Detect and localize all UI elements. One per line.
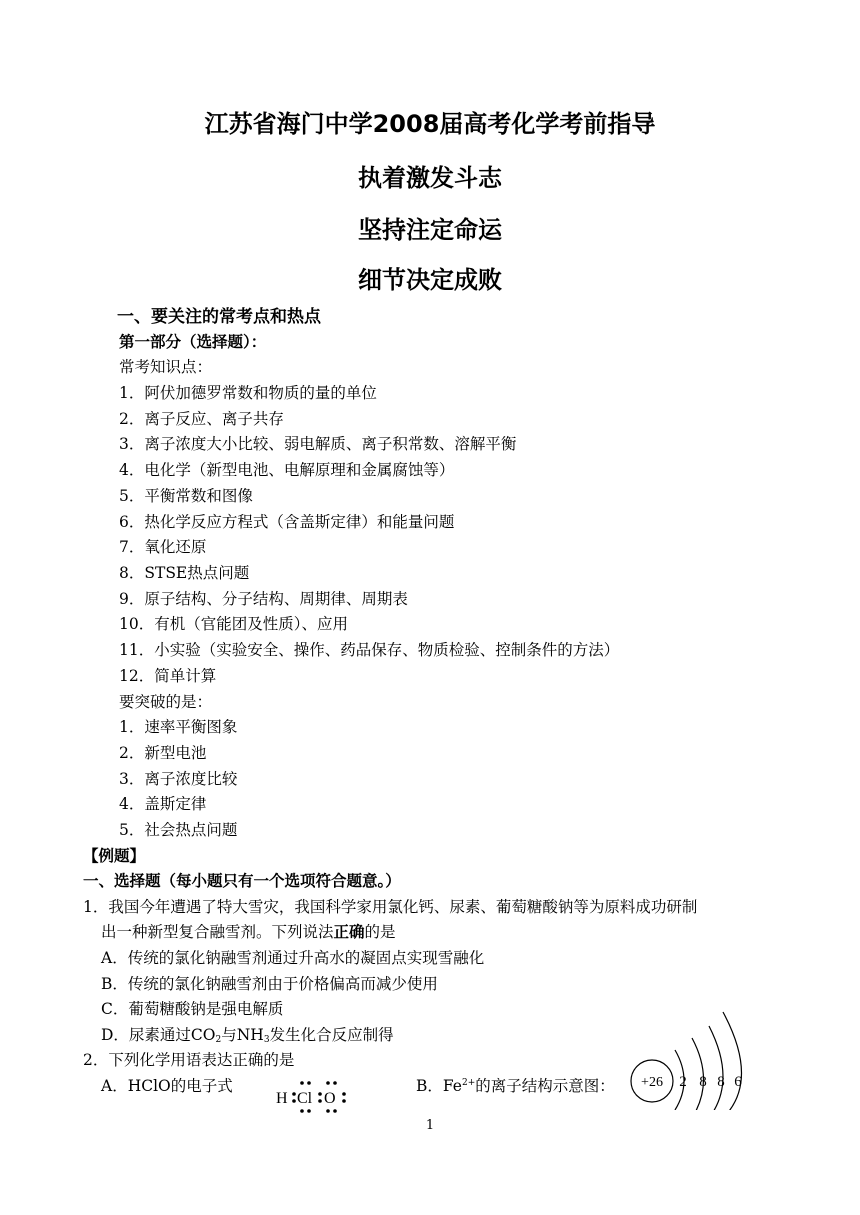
motto-1: 执着激发斗志 <box>358 164 502 192</box>
list-item: 8．STSE热点问题 <box>119 564 250 582</box>
lewis-atom-o: O <box>324 1090 336 1107</box>
option-b-text: B．Fe <box>416 1077 462 1095</box>
question-1-line-2 <box>101 920 396 942</box>
section-heading: 一、要关注的常考点和热点 <box>117 307 321 327</box>
list-item: 9．原子结构、分子结构、周期律、周期表 <box>119 590 408 608</box>
subscript: 3 <box>263 1035 270 1045</box>
examples-heading: 一、选择题（每小题只有一个选项符合题意。） <box>83 872 401 890</box>
option-d-text-2: 与NH <box>221 1026 264 1044</box>
superscript: 2+ <box>461 1078 476 1088</box>
examples-label: 【例题】 <box>83 847 146 865</box>
document-title: 江苏省海门中学2008届高考化学考前指导 <box>204 110 656 138</box>
lewis-atom-cl: Cl <box>297 1090 313 1107</box>
list-item: 6．热化学反应方程式（含盖斯定律）和能量问题 <box>119 513 455 531</box>
question-1-line-1: 1．我国今年遭遇了特大雪灾，我国科学家用氯化钙、尿素、葡萄糖酸钠等为原料成功研制 <box>83 898 698 916</box>
list-item: 4．电化学（新型电池、电解原理和金属腐蚀等） <box>119 461 455 479</box>
list-item: 11．小实验（实验安全、操作、药品保存、物质检验、控制条件的方法） <box>119 641 620 659</box>
motto-3: 细节决定成败 <box>358 266 502 294</box>
question-2-option-a: A．HClO的电子式 <box>101 1077 233 1095</box>
list-item: 5．社会热点问题 <box>119 821 238 839</box>
list-item: 5．平衡常数和图像 <box>119 487 253 505</box>
list-item: 3．离子浓度大小比较、弱电解质、离子积常数、溶解平衡 <box>119 435 517 453</box>
nucleus-charge: +26 <box>641 1075 663 1090</box>
option-d-text: D．尿素通过CO <box>101 1026 216 1044</box>
emphasis-correct: 正确 <box>333 923 365 941</box>
question-1-option-d <box>101 1023 394 1045</box>
shell-count-4: 6 <box>734 1074 742 1090</box>
part-heading: 第一部分（选择题）： <box>119 333 267 351</box>
shell-count-3: 8 <box>717 1074 725 1090</box>
shell-count-2: 8 <box>699 1074 707 1090</box>
question-1-text: 出一种新型复合融雪剂。下列说法 <box>101 923 334 941</box>
fe-ion-structure-diagram <box>620 1000 760 1110</box>
question-2-option-b <box>416 1074 615 1096</box>
electron-shells <box>675 1012 742 1110</box>
breakthrough-label: 要突破的是： <box>119 693 213 711</box>
question-1-text-end: 的是 <box>364 923 396 941</box>
list-item: 1．阿伏加德罗常数和物质的量的单位 <box>119 384 377 402</box>
list-item: 2．新型电池 <box>119 744 207 762</box>
list-item: 4．盖斯定律 <box>119 795 207 813</box>
list-item: 7．氧化还原 <box>119 538 207 556</box>
list-item: 1．速率平衡图象 <box>119 718 238 736</box>
hclo-electron-formula <box>268 1075 358 1117</box>
question-1-option-a: A．传统的氯化钠融雪剂通过升高水的凝固点实现雪融化 <box>101 949 485 967</box>
motto-2: 坚持注定命运 <box>358 216 502 244</box>
question-1-option-b: B．传统的氯化钠融雪剂由于价格偏高而减少使用 <box>101 975 438 993</box>
list-item: 3．离子浓度比较 <box>119 770 238 788</box>
common-label: 常考知识点： <box>119 358 213 376</box>
question-2-line: 2．下列化学用语表达正确的是 <box>83 1051 295 1069</box>
list-item: 10．有机（官能团及性质）、应用 <box>119 615 348 633</box>
list-item: 12．简单计算 <box>119 667 217 685</box>
lewis-atom-h: H <box>276 1090 288 1107</box>
option-b-text-2: 的离子结构示意图： <box>475 1077 615 1095</box>
page-number: 1 <box>425 1118 435 1133</box>
question-1-option-c: C．葡萄糖酸钠是强电解质 <box>101 1000 284 1018</box>
option-d-text-3: 发生化合反应制得 <box>269 1026 394 1044</box>
list-item: 2．离子反应、离子共存 <box>119 410 284 428</box>
subscript: 2 <box>215 1035 222 1045</box>
shell-count-1: 2 <box>679 1074 687 1090</box>
